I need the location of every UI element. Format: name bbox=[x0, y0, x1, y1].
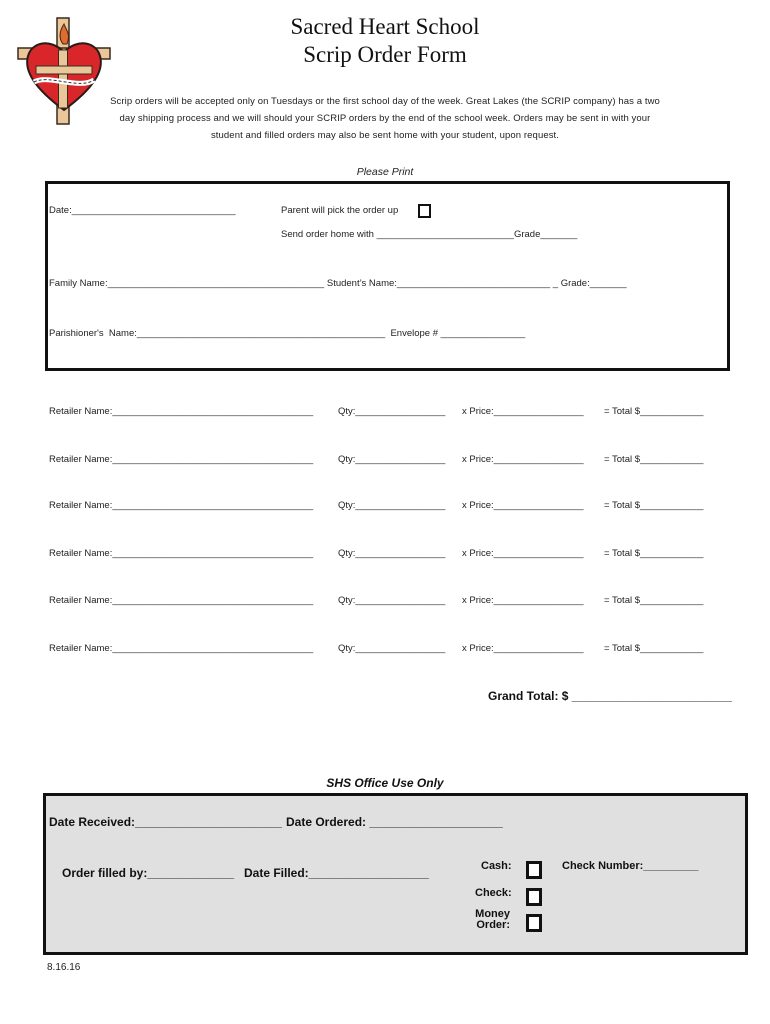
form-version: 8.16.16 bbox=[47, 962, 81, 973]
cash-label: Cash: bbox=[481, 860, 512, 872]
intro-line-3: student and filled orders may also be sent home with your student, upon request. bbox=[210, 130, 560, 141]
total-field[interactable]: = Total $____________ bbox=[604, 406, 704, 417]
office-use-title: SHS Office Use Only bbox=[326, 776, 444, 790]
total-field[interactable]: = Total $____________ bbox=[604, 454, 704, 465]
pickup-checkbox[interactable] bbox=[418, 204, 431, 218]
intro-line-2: day shipping process and we will should your SCRIP orders by the end of the school week. Orders may be sent in with your bbox=[119, 113, 651, 124]
check-number-field[interactable]: Check Number:_________ bbox=[562, 860, 699, 872]
date-field[interactable]: Date:_______________________________ bbox=[49, 205, 236, 216]
please-print-label: Please Print bbox=[356, 166, 414, 178]
price-field[interactable]: x Price:_________________ bbox=[462, 643, 584, 654]
retailer-row bbox=[49, 595, 739, 650]
retailer-name-field[interactable]: Retailer Name:______________________________________ bbox=[49, 500, 314, 511]
total-field[interactable]: = Total $____________ bbox=[604, 548, 704, 559]
money-label-line1: Money bbox=[475, 908, 510, 920]
qty-field[interactable]: Qty:_________________ bbox=[338, 548, 446, 559]
parishioner-name-field[interactable]: Parishioner's Name:_______________________________________________ Envelope # ________________ bbox=[49, 328, 526, 339]
price-field[interactable]: x Price:_________________ bbox=[462, 500, 584, 511]
retailer-name-field[interactable]: Retailer Name:______________________________________ bbox=[49, 454, 314, 465]
qty-field[interactable]: Qty:_________________ bbox=[338, 643, 446, 654]
date-received-field[interactable]: Date Received:______________________ bbox=[49, 815, 282, 829]
check-label: Check: bbox=[475, 887, 512, 899]
qty-field[interactable]: Qty:_________________ bbox=[338, 406, 446, 417]
money-order-label bbox=[474, 909, 510, 931]
form-title: Scrip Order Form bbox=[303, 42, 467, 67]
cash-checkbox[interactable] bbox=[526, 861, 542, 879]
intro-line-1: Scrip orders will be accepted only on Tuesdays or the first school day of the week. Great Lakes (the SCRIP company) has a two bbox=[110, 96, 660, 107]
price-field[interactable]: x Price:_________________ bbox=[462, 548, 584, 559]
price-field[interactable]: x Price:_________________ bbox=[462, 595, 584, 606]
money-label-line2: Order: bbox=[476, 919, 510, 931]
qty-field[interactable]: Qty:_________________ bbox=[338, 500, 446, 511]
retailer-name-field[interactable]: Retailer Name:______________________________________ bbox=[49, 643, 314, 654]
retailer-name-field[interactable]: Retailer Name:______________________________________ bbox=[49, 548, 314, 559]
qty-field[interactable]: Qty:_________________ bbox=[338, 595, 446, 606]
retailer-row bbox=[49, 406, 739, 461]
qty-field[interactable]: Qty:_________________ bbox=[338, 454, 446, 465]
family-name-field[interactable]: Family Name:_________________________________________ Student’s Name:_____________________________ _ Grade:_______ bbox=[49, 278, 627, 289]
intro-text bbox=[70, 93, 700, 144]
grand-total-field[interactable]: Grand Total: $ ________________________ bbox=[488, 689, 732, 703]
money-order-checkbox[interactable] bbox=[526, 914, 542, 932]
retailer-name-field[interactable]: Retailer Name:______________________________________ bbox=[49, 595, 314, 606]
date-filled-field[interactable]: Date Filled:__________________ bbox=[244, 866, 429, 880]
total-field[interactable]: = Total $____________ bbox=[604, 643, 704, 654]
send-home-field[interactable]: Send order home with __________________________Grade_______ bbox=[281, 229, 578, 240]
date-ordered-field[interactable]: Date Ordered: ____________________ bbox=[286, 815, 503, 829]
retailer-row bbox=[49, 500, 739, 555]
school-title: Sacred Heart School bbox=[290, 14, 480, 39]
total-field[interactable]: = Total $____________ bbox=[604, 595, 704, 606]
price-field[interactable]: x Price:_________________ bbox=[462, 406, 584, 417]
price-field[interactable]: x Price:_________________ bbox=[462, 454, 584, 465]
total-field[interactable]: = Total $____________ bbox=[604, 500, 704, 511]
retailer-name-field[interactable]: Retailer Name:______________________________________ bbox=[49, 406, 314, 417]
pickup-label: Parent will pick the order up bbox=[281, 205, 399, 216]
order-filled-by-field[interactable]: Order filled by:_____________ bbox=[62, 866, 235, 880]
check-checkbox[interactable] bbox=[526, 888, 542, 906]
